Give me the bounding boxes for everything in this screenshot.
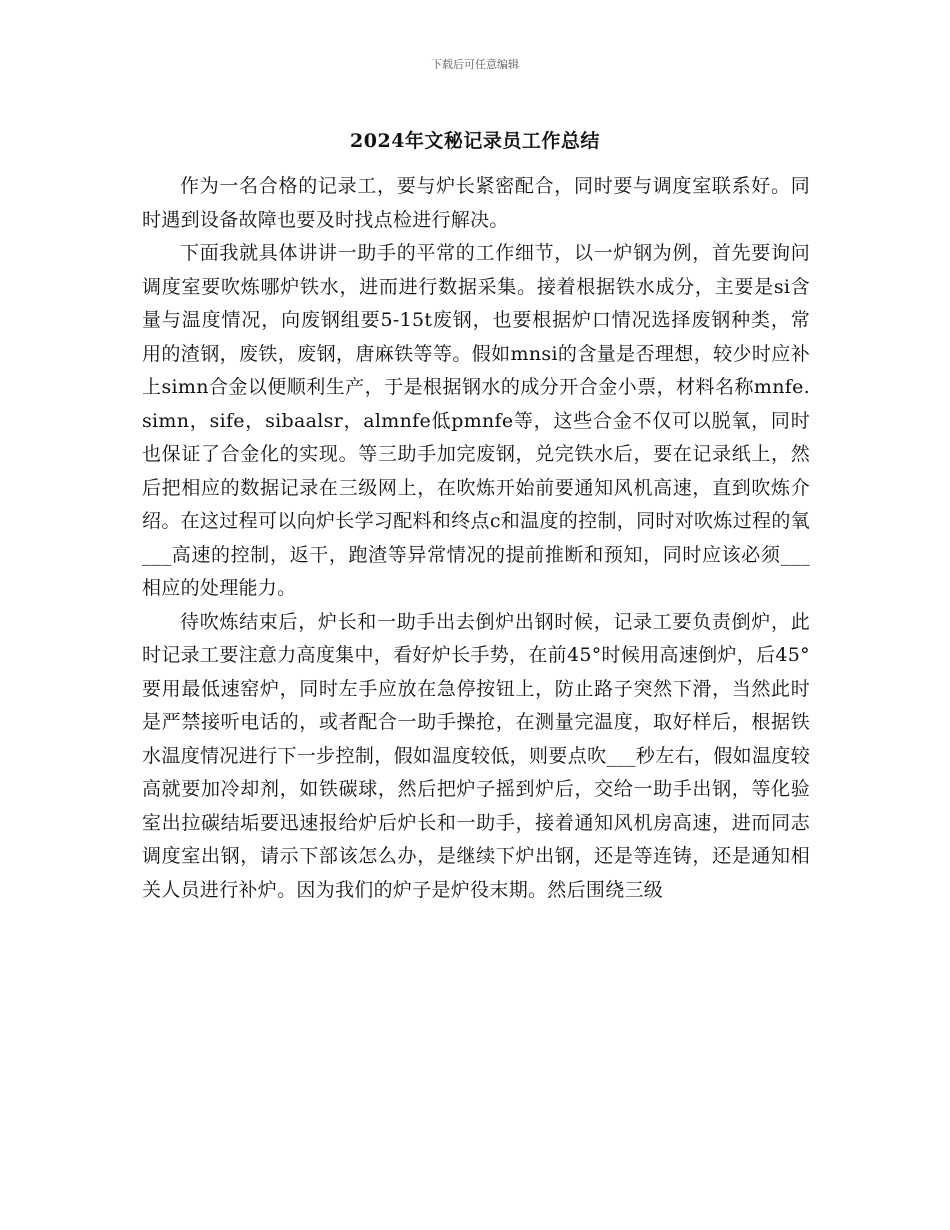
paragraph: 作为一名合格的记录工，要与炉长紧密配合，同时要与调度室联系好。同时遇到设备故障也要及时找点检进行解决。 [142, 175, 810, 231]
paragraph: 下面我就具体讲讲一助手的平常的工作细节，以一炉钢为例，首先要询问调度室要吹炼哪炉铁水，进而进行数据采集。接着根据铁水成分，主要是si含量与温度情况，向废钢组要5-15t废钢，也要根据炉口情况选择废钢种类，常用的渣钢，废铁，废钢，唐麻铁等等。假如mnsi的含量是否理想，较少时应补上simn合金以便顺利生产，于是根据钢水的成分开合金小票，材料名称mnfe.simn，sife，sibaalsr，almnfe低pmnfe等，这些合金不仅可以脱氧，同时也保证了合金化的实现。等三助手加完废钢，兑完铁水后，要在记录纸上，然后把相应的数据记录在三级网上，在吹炼开始前要通知风机高速，直到吹炼介绍。在这过程可以向炉长学习配料和终点c和温度的控制，同时对吹炼过程的氧___高速的控制，返干，跑渣等异常情况的提前推断和预知，同时应该必须___相应的处理能力。 [142, 242, 810, 599]
paragraph: 待吹炼结束后，炉长和一助手出去倒炉出钢时候，记录工要负责倒炉，此时记录工要注意力高度集中，看好炉长手势，在前45°时候用高速倒炉，后45°要用最低速窑炉，同时左手应放在急停按钮上，防止路子突然下滑，当然此时是严禁接听电话的，或者配合一助手操抢，在测量完温度，取好样后，根据铁水温度情况进行下一步控制，假如温度较低，则要点吹___秒左右，假如温度较高就要加冷却剂，如铁碳球，然后把炉子摇到炉后，交给一助手出钢，等化验室出拉碳结垢要迅速报给炉后炉长和一助手，接着通知风机房高速，进而同志调度室出钢，请示下部该怎么办，是继续下炉出钢，还是等连铸，还是通知相关人员进行补炉。因为我们的炉子是炉役末期。然后围绕三级 [142, 610, 810, 901]
document-title: 2024年文秘记录员工作总结 [350, 130, 600, 152]
header-note: 下载后可任意编辑 [431, 58, 519, 71]
document-body [142, 170, 810, 907]
